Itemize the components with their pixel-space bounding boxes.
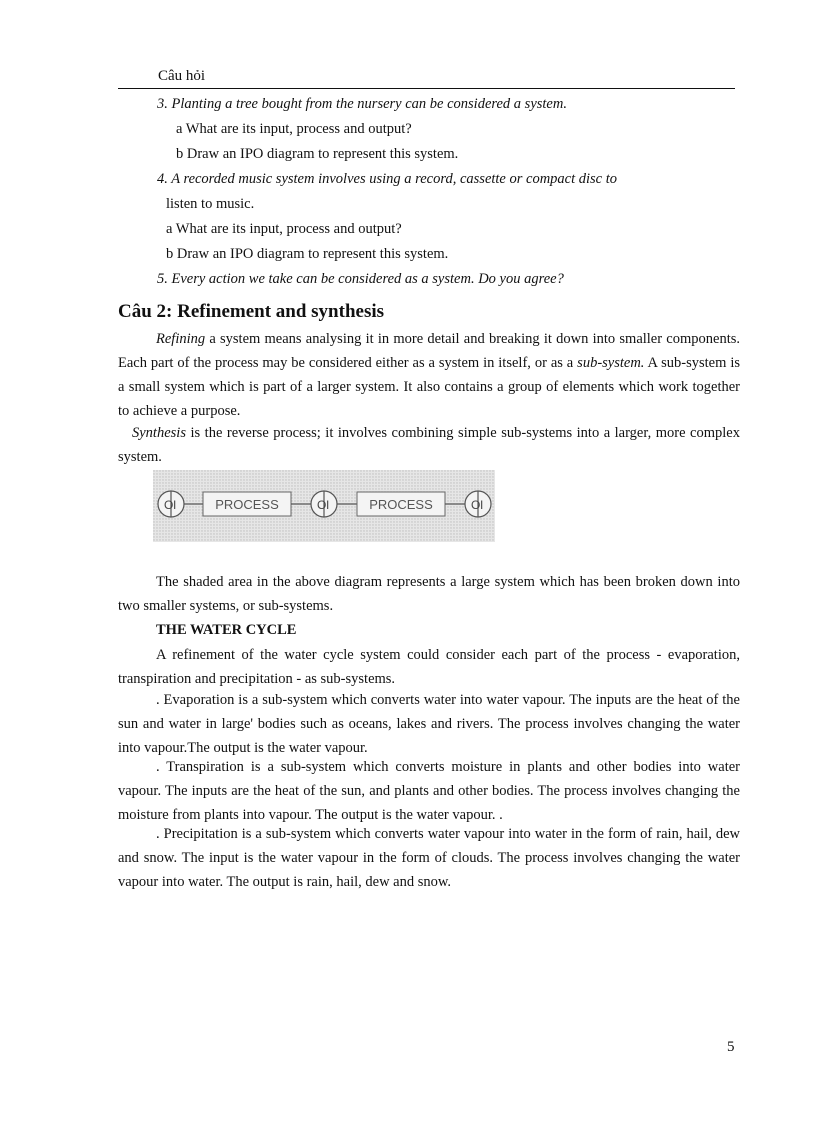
ipo-diagram-svg <box>153 470 495 542</box>
output-label: O <box>471 498 481 512</box>
question-3b: b Draw an IPO diagram to represent this system. <box>176 146 459 162</box>
question-4-line1: 4. A recorded music system involves using a record, cassette or compact disc to <box>157 171 618 187</box>
input-label: I <box>173 498 177 512</box>
refining-text-2: A sub-system is a small system which is part of a larger system. It also contains a group of elements which work together to achieve a purpose. <box>118 355 740 419</box>
page-number: 5 <box>727 1039 735 1055</box>
precipitation-paragraph <box>118 822 740 894</box>
question-5: 5. Every action we take can be considered as a system. Do you agree? <box>157 271 564 287</box>
diagram-explanation-text: The shaded area in the above diagram represents a large system which has been broken down into two smaller systems, or sub-systems. <box>118 574 740 614</box>
output-label: O <box>317 498 327 512</box>
evaporation-text: . Evaporation is a sub-system which converts water into water vapour. The inputs are the heat of the sun and water in large' bodies such as oceans, lakes and rivers. The process involves changing the water into vapour.The output is the water vapour. <box>118 692 740 756</box>
input-label: I <box>326 498 330 512</box>
section-heading: Câu 2: Refinement and synthesis <box>118 301 385 322</box>
water-cycle-heading: THE WATER CYCLE <box>156 622 297 638</box>
synthesis-term: Synthesis <box>132 425 186 441</box>
synthesis-text: is the reverse process; it involves combining simple sub-systems into a larger, more complex system. <box>118 425 740 465</box>
transpiration-paragraph <box>118 755 740 827</box>
precipitation-text: . Precipitation is a sub-system which converts water vapour into water in the form of rain, hail, dew and snow. The input is the water vapour in the form of clouds. The process involves changing the water vapour into water. The output is rain, hail, dew and snow. <box>118 826 740 890</box>
refining-text-1: a system means analysing it in more detail and breaking it down into smaller components. Each part of the process may be considered either as a system in itself, or as a <box>118 331 740 371</box>
question-4b: b Draw an IPO diagram to represent this system. <box>166 246 449 262</box>
io-connector-left <box>158 491 184 517</box>
process-label-1: PROCESS <box>215 497 279 512</box>
process-label-2: PROCESS <box>369 497 433 512</box>
diagram-explanation <box>118 570 740 618</box>
question-3a: a What are its input, process and output? <box>176 121 412 137</box>
io-connector-middle <box>311 491 337 517</box>
refining-term: Refining <box>156 331 206 347</box>
page-header <box>118 66 735 89</box>
question-4-line2: listen to music. <box>166 196 255 212</box>
water-cycle-intro <box>118 643 740 691</box>
synthesis-paragraph <box>118 421 740 469</box>
subsystem-term: sub-system. <box>577 355 645 371</box>
question-4a: a What are its input, process and output? <box>166 221 402 237</box>
ipo-diagram <box>153 470 495 542</box>
input-label: I <box>480 498 484 512</box>
refining-paragraph <box>118 327 740 423</box>
water-cycle-intro-text: A refinement of the water cycle system could consider each part of the process - evaporation, transpiration and precipitation - as sub-systems. <box>118 647 740 687</box>
output-label: O <box>164 498 174 512</box>
io-connector-right <box>465 491 491 517</box>
transpiration-text: . Transpiration is a sub-system which converts moisture in plants and other bodies into water vapour. The inputs are the heat of the sun, and plants and other bodies. The process involves changing the moisture from plants into vapour. The output is the water vapour. . <box>118 759 740 823</box>
header-title: Câu hỏi <box>158 68 206 84</box>
evaporation-paragraph <box>118 688 740 760</box>
question-3: 3. Planting a tree bought from the nursery can be considered a system. <box>157 96 567 112</box>
